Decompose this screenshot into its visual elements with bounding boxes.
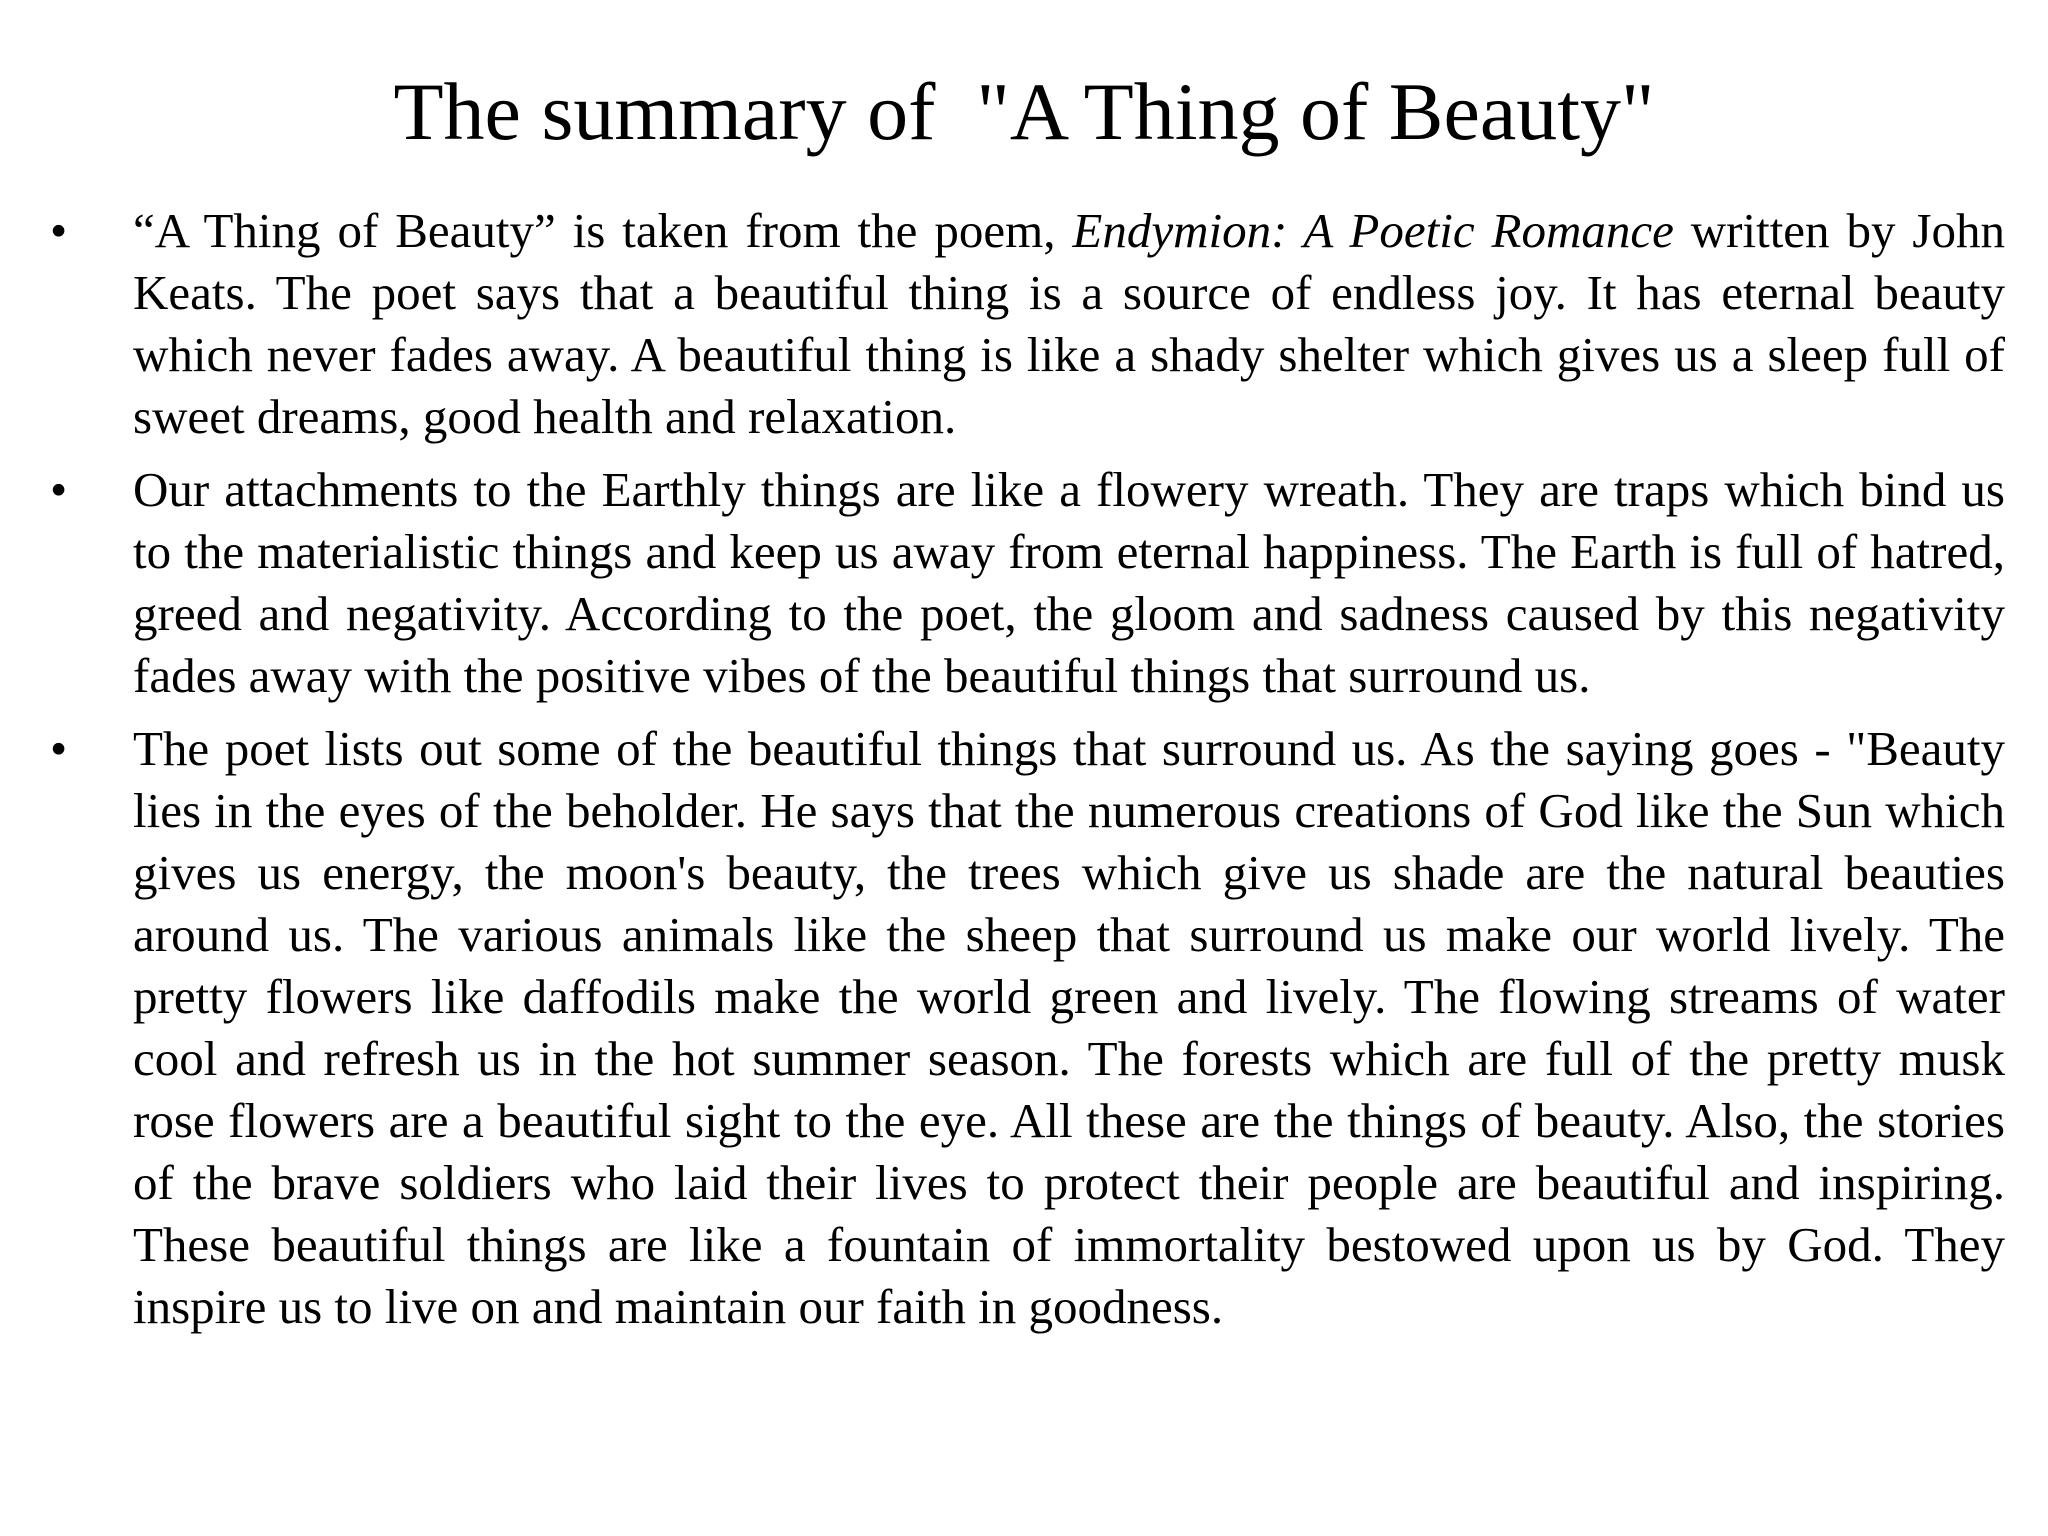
bullet-text xyxy=(133,200,2005,448)
bullet-marker: • xyxy=(50,203,68,258)
poem-title: Endymion: A Poetic Romance xyxy=(1072,203,1674,258)
slide-title: The summary of "A Thing of Beauty" xyxy=(393,66,1655,157)
bullet-text: Our attachments to the Earthly things are like a flowery wreath. They are traps which bind us to the materialistic things and keep us away from eternal happiness. The Earth is full of hatred, greed and negativity. According to the poet, the gloom and sadness caused by this negativity fades away with the positive vibes of the beautiful things that surround us. xyxy=(133,462,2005,703)
bullet-marker: • xyxy=(50,462,68,517)
bullet-item xyxy=(0,459,2048,707)
bullet-item xyxy=(0,200,2048,448)
bullet-list xyxy=(0,200,2048,1349)
bullet-text-intro: “A Thing of Beauty” is taken from the poem, xyxy=(133,203,1073,258)
bullet-item xyxy=(0,718,2048,1338)
bullet-marker: • xyxy=(50,721,68,776)
bullet-text-rest: written by John Keats. The poet says that a beautiful thing is a source of endless joy. It has eternal beauty which never fades away. A beautiful thing is like a shady shelter which gives us a sleep full of sweet dreams, good health and relaxation. xyxy=(133,203,2005,444)
bullet-text: The poet lists out some of the beautiful things that surround us. As the saying goes - "Beauty lies in the eyes of the beholder. He says that the numerous creations of God like the Sun which gives us energy, the moon's beauty, the trees which give us shade are the natural beauties around us. The various animals like the sheep that surround us make our world lively. The pretty flowers like daffodils make the world green and lively. The flowing streams of water cool and refresh us in the hot summer season. The forests which are full of the pretty musk rose flowers are a beautiful sight to the eye. All these are the things of beauty. Also, the stories of the brave soldiers who laid their lives to protect their people are beautiful and inspiring. These beautiful things are like a fountain of immortality bestowed upon us by God. They inspire us to live on and maintain our faith in goodness. xyxy=(133,721,2005,1334)
